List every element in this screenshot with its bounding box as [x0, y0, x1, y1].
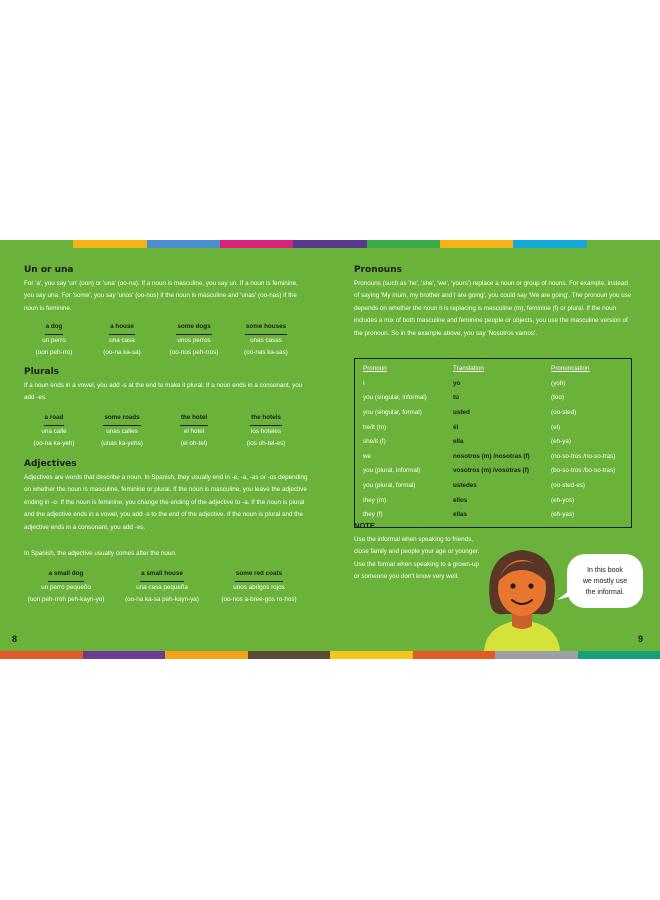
speech-bubble-tail	[557, 588, 573, 602]
stripe-segment	[293, 240, 366, 248]
un-paragraph: For 'a', you say 'un' (oon) or 'una' (oo-na). If a noun is masculine, you say un. If a noun is feminine, you say una. For 'some', you say 'unos' (oo-nos) if the noun is masculine and 'unas' (oo-nas) if the noun is feminine.	[24, 280, 298, 312]
table-header-pronunciation: Pronunciation	[551, 365, 590, 372]
table-cell-pronoun: we	[363, 452, 372, 460]
table-cell-pronunciation: (yoh)	[551, 379, 566, 387]
table-row	[363, 479, 623, 492]
stripe-segment	[367, 240, 440, 248]
vocab-item	[86, 321, 158, 359]
table-cell-pronoun: you (plural, informal)	[363, 467, 421, 475]
vocab-english: the hotels	[250, 412, 282, 426]
vocab-pronunciation: (oo-nas ka-sas)	[244, 349, 288, 356]
stripe-segment	[578, 651, 660, 659]
table-cell-pronunciation: (eh-yas)	[551, 511, 575, 519]
table-cell-translation: ellos	[453, 496, 468, 504]
vocab-pronunciation: (oo-nos peh-rros)	[169, 349, 219, 356]
table-cell-translation: ellas	[453, 511, 468, 519]
vocab-item	[210, 568, 308, 606]
vocab-english: some houses	[245, 321, 287, 335]
table-header-pronoun: Pronoun	[363, 365, 387, 372]
vocab-english: a dog	[45, 321, 64, 335]
right-page	[330, 248, 660, 651]
table-cell-pronunciation: (oo-sted-es)	[551, 481, 585, 489]
vocab-english: some dogs	[176, 321, 211, 335]
vocab-spanish: una casa	[109, 337, 135, 344]
table-cell-pronoun: you (singular, informal)	[363, 394, 427, 402]
note-heading: NOTE	[354, 521, 375, 530]
stripe-segment	[83, 651, 166, 659]
vocab-pronunciation: (oo-nos a-bree-gos ro-hos)	[221, 596, 297, 603]
vocab-english: a small house	[140, 568, 184, 582]
stripe-segment	[495, 651, 578, 659]
stripe-segment	[587, 240, 660, 248]
table-cell-pronunciation: (no-so-tros /no-so-tras)	[551, 452, 616, 460]
vocab-spanish: una casa pequeña	[136, 584, 188, 591]
stripe-segment	[0, 240, 73, 248]
un-heading: Un or una	[24, 265, 74, 275]
table-row	[363, 421, 623, 434]
pronoun-table	[354, 358, 632, 528]
top-color-stripe	[0, 240, 660, 248]
vocab-pronunciation: (los oh-tel-es)	[246, 440, 286, 447]
plurals-vocab-list	[22, 412, 302, 450]
table-cell-pronoun: I	[363, 379, 365, 387]
table-cell-translation: vosotros (m) /vosotras (f)	[453, 467, 529, 475]
bottom-color-stripe	[0, 651, 660, 659]
vocab-item	[22, 321, 86, 359]
bubble-line: In this book	[587, 566, 623, 574]
table-row	[363, 377, 623, 390]
stripe-segment	[0, 651, 83, 659]
table-row	[363, 450, 623, 463]
adjectives-vocab-list	[18, 568, 308, 606]
vocab-pronunciation: (oon peh-rro)	[35, 349, 73, 356]
stripe-segment	[440, 240, 513, 248]
vocab-pronunciation: (oo-na ka-sa)	[103, 349, 141, 356]
table-cell-pronoun: he/it (m)	[363, 423, 387, 431]
pronouns-paragraph: Pronouns (such as 'he', 'she', 'we', 'yours') replace a noun or group of nouns. For example, instead of saying 'My mum, my brother and I are going', you could say 'We are going'. The pronoun you use depends on whether the noun it is replacing is masculine (m), feminine (f) or plural. If the noun includes a mix of both masculine and feminine people or objects, you use the masculine version of the pronoun. So in the example above, you say 'Nosotros vamos'.	[354, 280, 632, 337]
page-number-left: 8	[12, 634, 18, 644]
vocab-spanish: una calle	[41, 428, 67, 435]
table-cell-translation: ella	[453, 438, 464, 446]
table-row	[363, 392, 623, 405]
vocab-pronunciation: (oo-na ka-sa peh-kayn-ya)	[125, 596, 199, 603]
vocab-english: the hotel	[180, 412, 208, 426]
left-page	[0, 248, 330, 651]
plurals-paragraph: If a noun ends in a vowel, you add -s at the end to make it plural. If a noun ends in a consonant, you add -es.	[24, 382, 303, 402]
table-cell-pronunciation: (bo-so-tros /bo-so-tras)	[551, 467, 616, 475]
plurals-heading: Plurals	[24, 367, 60, 377]
vocab-spanish: unas casas	[250, 337, 282, 344]
vocab-spanish: un perro pequeño	[41, 584, 91, 591]
vocab-spanish: unos abrigos rojos	[233, 584, 285, 591]
vocab-pronunciation: (el oh-tel)	[180, 440, 208, 447]
stripe-segment	[513, 240, 586, 248]
vocab-english: a house	[109, 321, 135, 335]
vocab-item	[86, 412, 158, 450]
table-cell-pronoun: you (singular, formal)	[363, 408, 422, 416]
vocab-english: a road	[44, 412, 65, 426]
speech-bubble	[567, 554, 643, 608]
adjectives-paragraph-2: In Spanish, the adjective usually comes after the noun.	[24, 550, 177, 557]
table-cell-pronoun: they (f)	[363, 511, 383, 519]
un-vocab-list	[22, 321, 302, 359]
stripe-segment	[220, 240, 293, 248]
table-row	[363, 465, 623, 478]
stripe-segment	[330, 651, 413, 659]
vocab-english: some roads	[103, 412, 140, 426]
vocab-pronunciation: (oo-na ka-yeh)	[33, 440, 75, 447]
bubble-line: the informal.	[585, 588, 625, 596]
table-cell-translation: ustedes	[453, 481, 477, 489]
table-cell-translation: él	[453, 423, 459, 431]
vocab-pronunciation: (oon peh-rroh peh-kayn-yo)	[27, 596, 105, 603]
table-cell-pronunciation: (el)	[551, 423, 561, 431]
table-cell-pronunciation: (oo-sted)	[551, 408, 577, 416]
vocab-spanish: unos perros	[177, 337, 211, 344]
note-text: Use the informal when speaking to friends, close family and people your age or younger. Use the formal when speaking to a grown-up or someone you don't know very well.	[354, 536, 480, 581]
table-cell-translation: yo	[453, 379, 461, 387]
stripe-segment	[248, 651, 331, 659]
table-cell-translation: nosotros (m) /nosotras (f)	[453, 452, 530, 460]
table-cell-translation: tú	[453, 394, 459, 402]
table-row	[363, 435, 623, 448]
vocab-item	[22, 412, 86, 450]
table-cell-pronunciation: (eh-yos)	[551, 496, 575, 504]
adjectives-heading: Adjectives	[24, 459, 77, 469]
vocab-item	[18, 568, 114, 606]
bubble-line: we mostly use	[582, 577, 628, 585]
table-cell-pronoun: she/it (f)	[363, 438, 386, 446]
table-cell-pronunciation: (too)	[551, 394, 564, 402]
table-row	[363, 508, 623, 521]
table-cell-pronoun: they (m)	[363, 496, 387, 504]
stripe-segment	[165, 651, 248, 659]
stripe-segment	[147, 240, 220, 248]
stripe-segment	[413, 651, 496, 659]
vocab-spanish: unas calles	[106, 428, 138, 435]
table-cell-pronunciation: (eh-ya)	[551, 438, 571, 446]
vocab-spanish: el hotel	[183, 428, 205, 435]
vocab-english: a small dog	[48, 568, 85, 582]
page-number-right: 9	[638, 634, 644, 644]
table-row	[363, 494, 623, 507]
pronouns-heading: Pronouns	[354, 265, 402, 275]
vocab-item	[230, 412, 302, 450]
vocab-spanish: un perro	[42, 337, 66, 344]
table-cell-translation: usted	[453, 408, 470, 416]
vocab-item	[158, 321, 230, 359]
table-cell-pronoun: you (plural, formal)	[363, 481, 416, 489]
vocab-item	[158, 412, 230, 450]
adjectives-paragraph: Adjectives are words that describe a noun. In Spanish, they usually end in -e, -a, -as or -os depending on whether the noun is masculine, feminine or plural. If the noun is masculine, you leave the adjective ending in -o. If the noun is feminine, you change the ending of the adjective to -a. If the noun is plural and the adjective ends in a vowel, you add -s to the end of the adjective. If the noun is plural and the adjective ends in a consonant, you add -es.	[24, 474, 308, 531]
table-header-translation: Translation	[453, 365, 484, 372]
stripe-segment	[73, 240, 146, 248]
vocab-item	[230, 321, 302, 359]
vocab-item	[114, 568, 210, 606]
vocab-pronunciation: (unas ka-yehs)	[101, 440, 143, 447]
vocab-spanish: los hoteles	[250, 428, 282, 435]
vocab-english: some red coats	[235, 568, 283, 582]
book-spread	[0, 248, 660, 651]
table-row	[363, 406, 623, 419]
